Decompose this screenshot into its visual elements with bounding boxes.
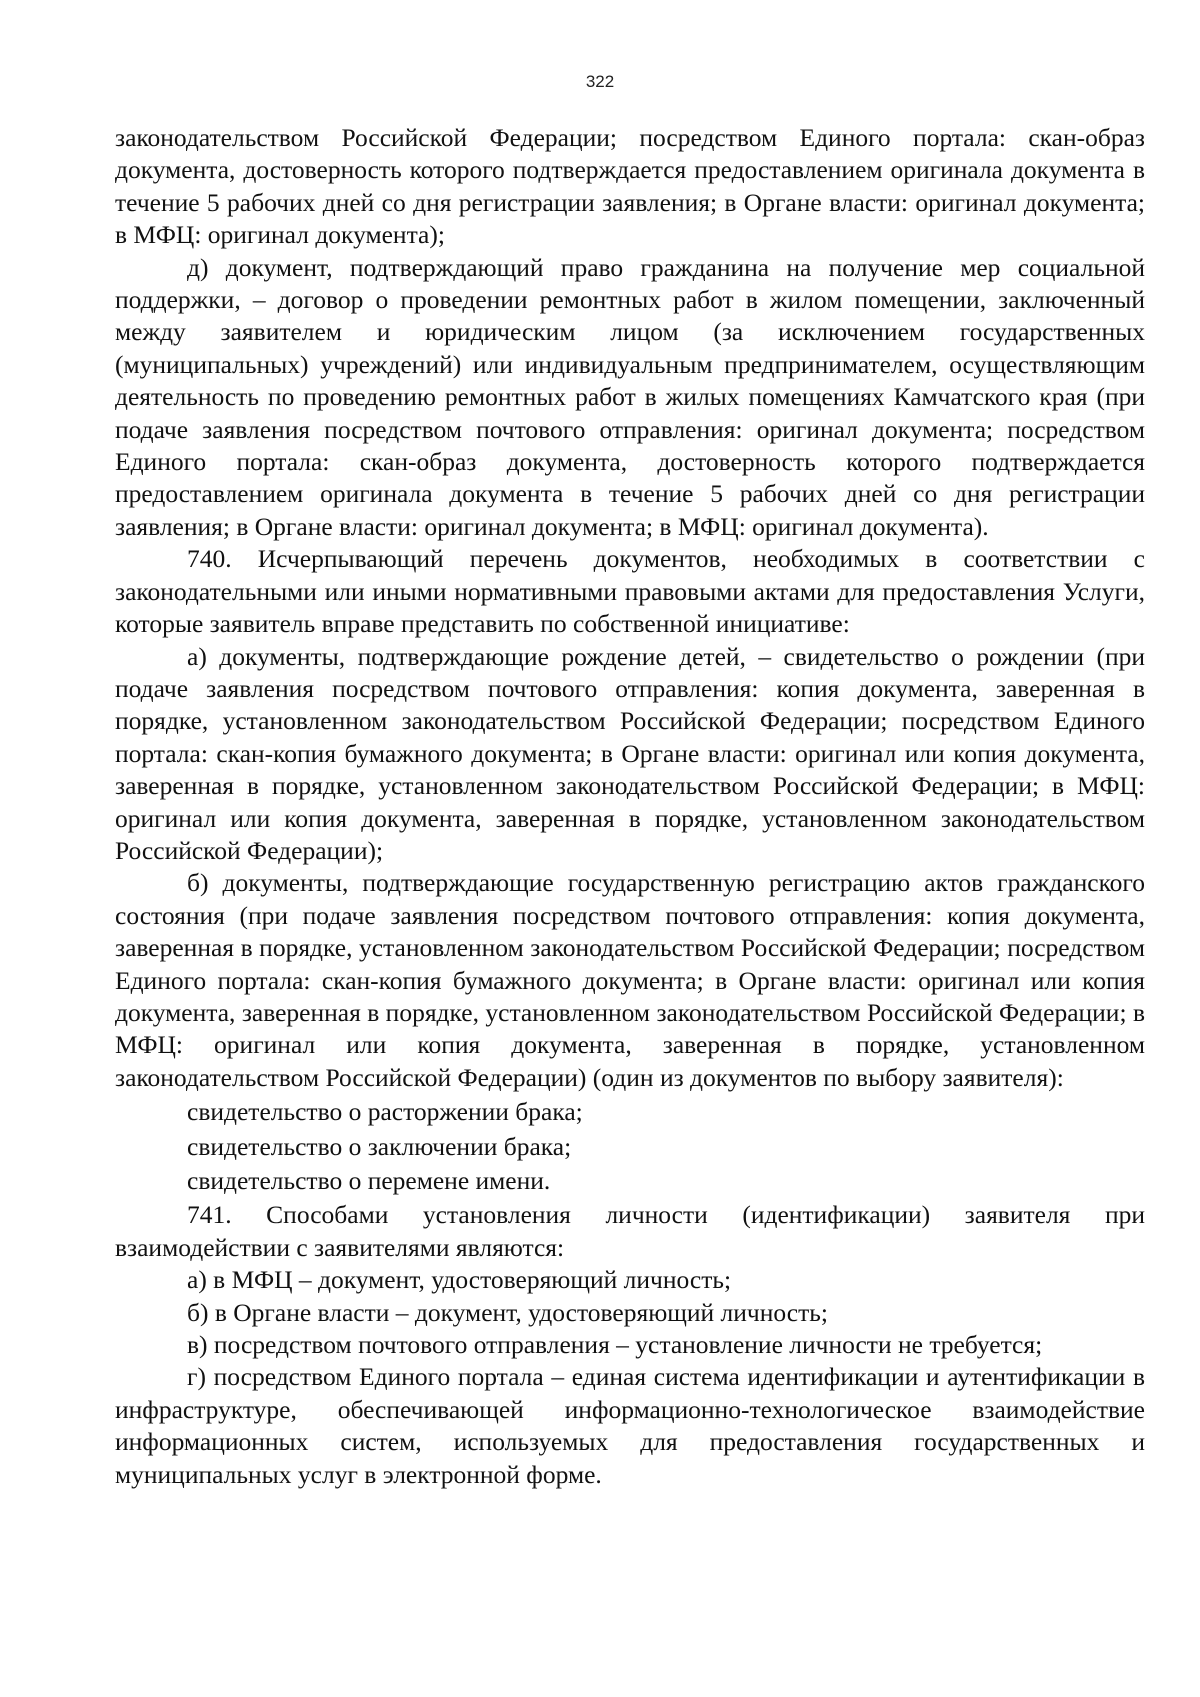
paragraph-740: 740. Исчерпывающий перечень документов, необходимых в соответствии с законодательными или иными нормативными правовыми актами для предоставления Услуги, которые заявитель вправе представить по собственной инициативе:	[115, 544, 1145, 639]
document-body	[115, 122, 1145, 1491]
paragraph-item-d: д) документ, подтверждающий право гражданина на получение мер социальной поддержки, – договор о проведении ремонтных работ в жилом помещении, заключенный между заявителем и юридическим лицом (за исключением государственных (муниципальных) учреждений) или индивидуальным предпринимателем, осуществляющим деятельность по проведению ремонтных работ в жилых помещениях Камчатского края (при подаче заявления посредством почтового отправления: оригинал документа; посредством Единого портала: скан-образ документа, достоверность которого подтверждается предоставлением оригинала документа в течение 5 рабочих дней со дня регистрации заявления; в Органе власти: оригинал документа; в МФЦ: оригинал документа).	[115, 252, 1145, 541]
paragraph-740-item-b: б) документы, подтверждающие государственную регистрацию актов гражданского состояния (при подаче заявления посредством почтового отправления: копия документа, заверенная в порядке, установленном законодательством Российской Федерации; посредством Единого портала: скан-копия бумажного документа; в Органе власти: оригинал или копия документа, заверенная в порядке, установленном законодательством Российской Федерации; в МФЦ: оригинал или копия документа, заверенная в порядке, установленном законодательством Российской Федерации) (один из документов по выбору заявителя):	[115, 868, 1145, 1092]
paragraph-741-item-b: б) в Органе власти – документ, удостоверяющий личность;	[187, 1297, 828, 1327]
paragraph-741-item-g: г) посредством Единого портала – единая система идентификации и аутентификации в инфраструктуре, обеспечивающей информационно-технологическое взаимодействие информационных систем, используемых для предоставления государственных и муниципальных услуг в электронной форме.	[115, 1362, 1145, 1489]
paragraph-continuation: законодательством Российской Федерации; посредством Единого портала: скан-образ документа, достоверность которого подтверждается предоставлением оригинала документа в течение 5 рабочих дней со дня регистрации заявления; в Органе власти: оригинал документа; в МФЦ: оригинал документа);	[115, 123, 1145, 250]
list-item-divorce-certificate: свидетельство о расторжении брака;	[187, 1097, 583, 1127]
paragraph-741-item-v: в) посредством почтового отправления – установление личности не требуется;	[187, 1330, 1043, 1360]
list-item-name-change-certificate: свидетельство о перемене имени.	[187, 1166, 551, 1195]
paragraph-741-item-a: а) в МФЦ – документ, удостоверяющий личность;	[187, 1265, 732, 1295]
paragraph-741: 741. Способами установления личности (идентификации) заявителя при взаимодействии с заявителями являются:	[115, 1200, 1145, 1262]
paragraph-740-item-a: а) документы, подтверждающие рождение детей, – свидетельство о рождении (при подаче заявления посредством почтового отправления: копия документа, заверенная в порядке, установленном законодательством Российской Федерации; посредством Единого портала: скан-копия бумажного документа; в Органе власти: оригинал или копия документа, заверенная в порядке, установленном законодательством Российской Федерации; в МФЦ: оригинал или копия документа, заверенная в порядке, установленном законодательством Российской Федерации);	[115, 641, 1145, 865]
page-number: 322	[585, 72, 615, 91]
list-item-marriage-certificate: свидетельство о заключении брака;	[187, 1131, 572, 1161]
